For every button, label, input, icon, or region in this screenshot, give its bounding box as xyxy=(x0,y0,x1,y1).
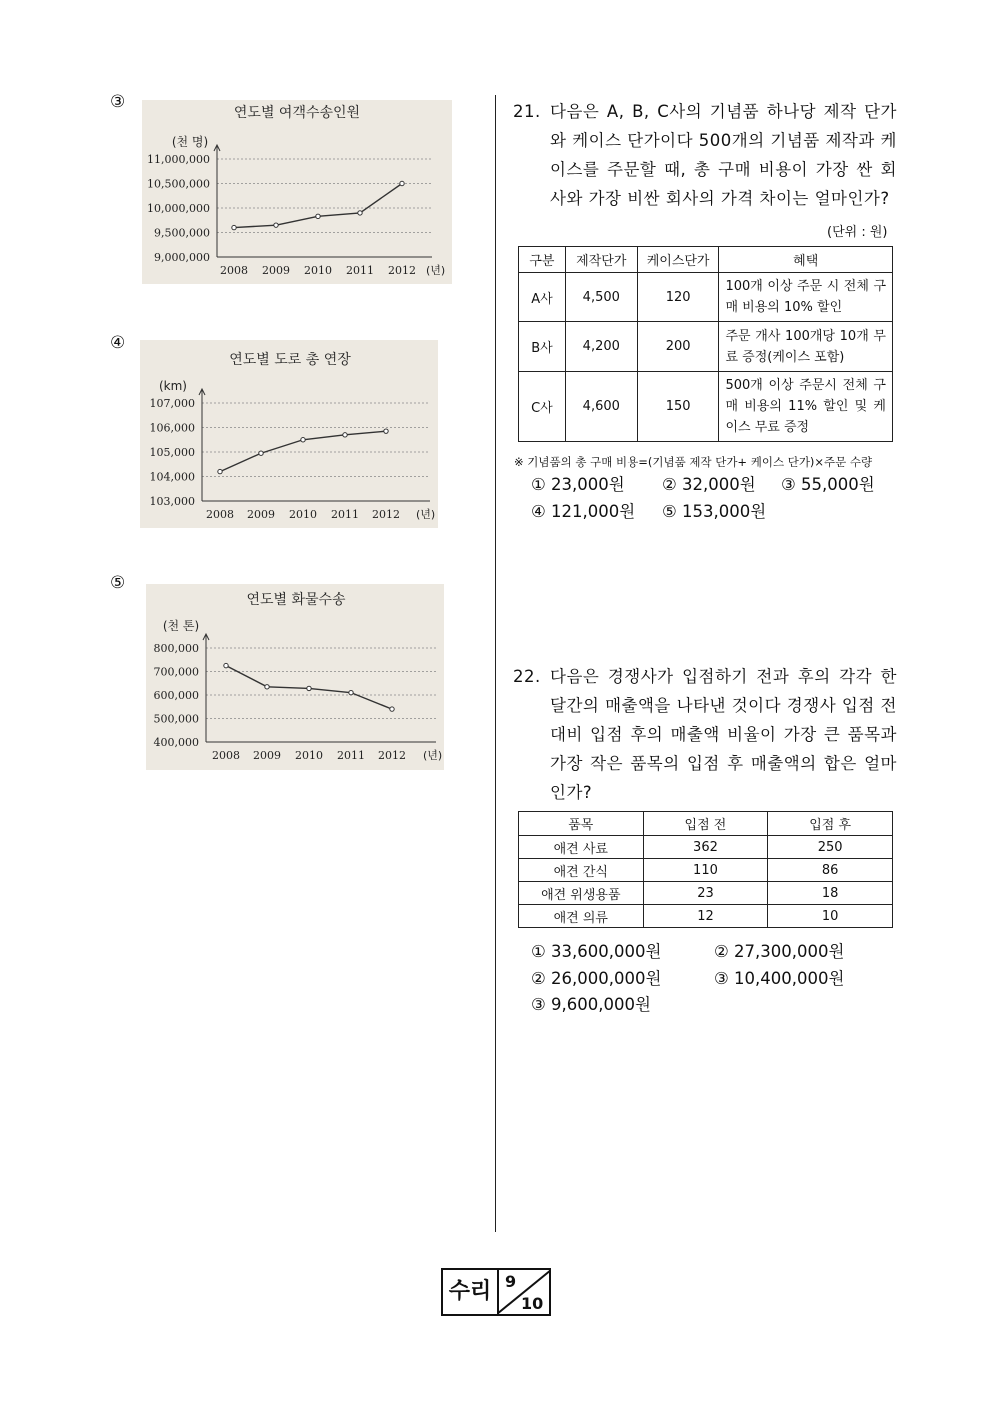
q22-option-4[interactable]: ③ 10,400,000원 xyxy=(714,969,845,988)
chart-passenger xyxy=(142,100,452,284)
series-line xyxy=(234,184,402,228)
table-row xyxy=(519,836,893,859)
x-axis-unit-label: (년) xyxy=(426,264,446,277)
chart-title: 연도별 도로 총 연장 xyxy=(229,352,351,368)
q22-option-5[interactable]: ③ 9,600,000원 xyxy=(531,995,651,1014)
cell: 23 xyxy=(643,882,768,905)
q22-option-2[interactable]: ② 27,300,000원 xyxy=(714,942,845,961)
question-text: 다음은 A, B, C사의 기념품 하나당 제작 단가와 케이스 단가이다 500개의 기념품 제작과 케이스를 주문할 때, 총 구매 비용이 가장 싼 회사와 가장 비싼 회사의 가격 차이는 얼마인가? xyxy=(550,102,897,208)
x-tick-label: 2012 xyxy=(372,508,400,521)
company-cell: C사 xyxy=(519,372,566,442)
y-tick-label: 11,000,000 xyxy=(147,153,210,166)
chart-freight xyxy=(146,584,444,770)
item-cell: 애견 위생용품 xyxy=(519,882,644,905)
freight-chart-svg xyxy=(146,584,444,770)
x-tick-label: 2010 xyxy=(289,508,317,521)
y-tick-label: 104,000 xyxy=(149,470,195,484)
item-cell: 애견 사료 xyxy=(519,836,644,859)
question-text: 다음은 경쟁사가 입점하기 전과 후의 각각 한 달간의 매출액을 나타낸 것이다 경쟁사 입점 전 대비 입점 후의 매출액 비율이 가장 큰 품목과 가장 작은 품목의 입점 후 매출액의 합은 얼마인가? xyxy=(550,667,897,802)
y-tick-label: 600,000 xyxy=(153,689,199,702)
table-header-row xyxy=(519,247,893,273)
item-cell: 애견 의류 xyxy=(519,905,644,928)
passenger-chart-svg xyxy=(142,100,452,284)
y-tick-label: 106,000 xyxy=(149,421,195,435)
page-total: 10 xyxy=(521,1294,544,1313)
table-row xyxy=(519,905,893,928)
y-axis-unit-label: (km) xyxy=(158,379,188,393)
table-row xyxy=(519,372,893,442)
chart-road-length xyxy=(140,340,438,528)
cell: 250 xyxy=(768,836,893,859)
y-tick-label: 103,000 xyxy=(149,495,195,508)
road-chart-svg xyxy=(140,340,438,528)
y-tick-label: 10,500,000 xyxy=(147,177,210,191)
header-cell: 입점 후 xyxy=(768,812,893,836)
option-marker-4: ④ xyxy=(110,333,126,353)
x-tick-label: 2008 xyxy=(212,749,240,762)
data-point xyxy=(259,451,263,455)
chart-title: 연도별 화물수송 xyxy=(246,592,346,608)
header-cell: 케이스단가 xyxy=(637,247,719,273)
benefit-cell: 주문 개사 100개당 10개 무료 증정(케이스 포함) xyxy=(719,322,893,372)
unit-label: (단위 : 원) xyxy=(827,225,888,240)
header-cell: 제작단가 xyxy=(565,247,637,273)
question-number: 22. xyxy=(513,667,541,686)
benefit-cell: 500개 이상 주문시 전체 구매 비용의 11% 할인 및 케이스 무료 증정 xyxy=(719,372,893,442)
cell: 362 xyxy=(643,836,768,859)
item-cell: 애견 간식 xyxy=(519,859,644,882)
question-22 xyxy=(513,662,897,807)
x-tick-label: 2009 xyxy=(247,508,275,521)
data-point xyxy=(232,225,236,229)
table-row xyxy=(519,273,893,322)
y-tick-label: 400,000 xyxy=(153,736,199,749)
y-tick-label: 105,000 xyxy=(149,446,195,459)
header-cell: 입점 전 xyxy=(643,812,768,836)
y-tick-label: 10,000,000 xyxy=(147,202,210,215)
data-point xyxy=(343,433,347,437)
page-number: 9 xyxy=(505,1272,517,1291)
x-tick-label: 2011 xyxy=(337,749,365,762)
question-21 xyxy=(513,97,897,213)
table-row xyxy=(519,322,893,372)
x-tick-label: 2009 xyxy=(253,749,281,762)
data-point xyxy=(400,181,404,185)
cell: 10 xyxy=(768,905,893,928)
data-point xyxy=(301,438,305,442)
page-footer xyxy=(441,1268,551,1316)
y-tick-label: 9,000,000 xyxy=(154,251,210,264)
q21-option-1[interactable]: ① 23,000원 xyxy=(531,475,625,494)
q21-option-4[interactable]: ④ 121,000원 xyxy=(531,502,636,521)
cell: 200 xyxy=(637,322,719,372)
cell: 4,500 xyxy=(565,273,637,322)
question-number: 21. xyxy=(513,102,541,121)
q21-option-5[interactable]: ⑤ 153,000원 xyxy=(662,502,767,521)
x-tick-label: 2008 xyxy=(220,264,248,277)
x-tick-label: 2011 xyxy=(346,264,374,277)
cell: 110 xyxy=(643,859,768,882)
q21-option-2[interactable]: ② 32,000원 xyxy=(662,475,756,494)
table-row xyxy=(519,882,893,905)
x-tick-label: 2010 xyxy=(295,749,323,762)
data-point xyxy=(349,690,353,694)
x-tick-label: 2012 xyxy=(378,749,406,762)
cost-formula-note: ※ 기념품의 총 구매 비용=(기념품 제작 단가+ 케이스 단가)×주문 수량 xyxy=(514,455,873,469)
data-point xyxy=(224,663,228,667)
y-tick-label: 107,000 xyxy=(149,397,195,410)
option-marker-5: ⑤ xyxy=(110,573,126,593)
data-point xyxy=(307,686,311,690)
y-axis-unit-label: (천 톤) xyxy=(162,619,200,633)
y-tick-label: 800,000 xyxy=(153,642,199,655)
column-divider xyxy=(495,95,496,1232)
cell: 4,600 xyxy=(565,372,637,442)
q21-option-3[interactable]: ③ 55,000원 xyxy=(781,475,875,494)
data-point xyxy=(358,211,362,215)
chart-title: 연도별 여객수송인원 xyxy=(233,105,361,121)
x-tick-label: 2008 xyxy=(206,508,234,521)
cell: 4,200 xyxy=(565,322,637,372)
x-tick-label: 2012 xyxy=(388,264,416,277)
option-marker-3: ③ xyxy=(110,92,126,112)
table-header-row xyxy=(519,812,893,836)
y-axis-unit-label: (천 명) xyxy=(171,135,209,149)
company-cell: A사 xyxy=(519,273,566,322)
data-point xyxy=(265,685,269,689)
y-tick-label: 700,000 xyxy=(153,665,199,679)
cell: 120 xyxy=(637,273,719,322)
x-tick-label: 2010 xyxy=(304,264,332,277)
q22-option-3[interactable]: ② 26,000,000원 xyxy=(531,969,662,988)
price-table xyxy=(518,246,893,442)
sales-table xyxy=(518,811,893,928)
y-tick-label: 9,500,000 xyxy=(154,226,210,240)
x-tick-label: 2011 xyxy=(331,508,359,521)
data-point xyxy=(390,707,394,711)
header-cell: 품목 xyxy=(519,812,644,836)
table-row xyxy=(519,859,893,882)
subject-label: 수리 xyxy=(443,1270,499,1314)
cell: 150 xyxy=(637,372,719,442)
q22-option-1[interactable]: ① 33,600,000원 xyxy=(531,942,662,961)
x-axis-unit-label: (년) xyxy=(423,749,443,762)
cell: 18 xyxy=(768,882,893,905)
data-point xyxy=(384,429,388,433)
cell: 86 xyxy=(768,859,893,882)
y-tick-label: 500,000 xyxy=(153,712,199,726)
header-cell: 혜택 xyxy=(719,247,893,273)
header-cell: 구분 xyxy=(519,247,566,273)
x-tick-label: 2009 xyxy=(262,264,290,277)
x-axis-unit-label: (년) xyxy=(416,508,436,521)
data-point xyxy=(218,469,222,473)
cell: 12 xyxy=(643,905,768,928)
company-cell: B사 xyxy=(519,322,566,372)
benefit-cell: 100개 이상 주문 시 전체 구매 비용의 10% 할인 xyxy=(719,273,893,322)
data-point xyxy=(316,214,320,218)
data-point xyxy=(274,223,278,227)
